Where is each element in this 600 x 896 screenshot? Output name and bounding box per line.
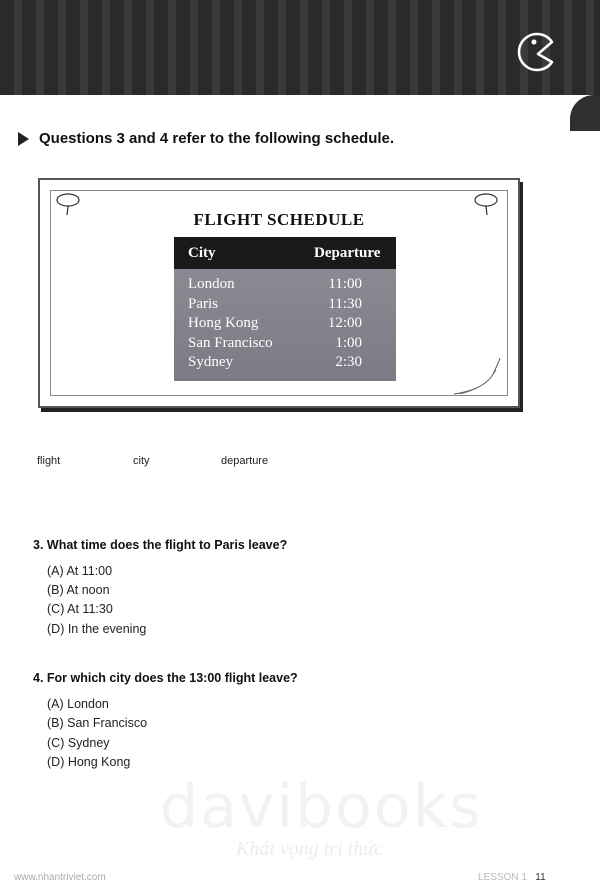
table-row: [174, 295, 396, 315]
city-cell: London: [188, 276, 235, 293]
play-triangle-icon: [18, 132, 29, 146]
option-3b: (B) At noon: [47, 583, 110, 597]
option-3d: (D) In the evening: [47, 622, 147, 636]
watermark-slogan: Khát vọng tri thức: [236, 838, 384, 860]
option-4c: (C) Sydney: [47, 736, 110, 750]
header-city: City: [188, 244, 216, 261]
vocab-word: flight: [37, 455, 61, 467]
option-4a: (A) London: [47, 697, 109, 711]
time-cell: 2:30: [335, 354, 362, 371]
board-frame: [38, 178, 520, 408]
time-cell: 1:00: [335, 334, 362, 351]
page-curl-icon: [452, 356, 502, 396]
watermark-brand: davibooks: [160, 772, 483, 842]
schedule-board: [38, 178, 520, 410]
table-row: [174, 353, 396, 373]
schedule-title: FLIGHT SCHEDULE: [193, 210, 365, 229]
question-3: 3. What time does the flight to Paris leave?: [33, 538, 288, 552]
header-tab: [570, 95, 600, 131]
vocab-word: city: [133, 455, 150, 467]
time-cell: 11:30: [328, 295, 362, 312]
table-row: [174, 275, 396, 295]
pushpin-icon: [472, 192, 500, 216]
footer-url: www.nhantriviet.com: [14, 872, 106, 883]
page-number: 11: [535, 872, 546, 883]
table-row: [174, 334, 396, 354]
vocab-word: departure: [221, 455, 269, 467]
option-4d: (D) Hong Kong: [47, 755, 131, 769]
header-departure: Departure: [314, 244, 381, 261]
schedule-body: [174, 269, 396, 381]
option-4b: (B) San Francisco: [47, 716, 148, 730]
smiley-face-icon: [512, 30, 558, 74]
time-cell: 12:00: [327, 315, 362, 332]
city-cell: Sydney: [188, 354, 233, 371]
instruction-text: Questions 3 and 4 refer to the following schedule.: [39, 130, 395, 147]
header-band: [0, 0, 600, 95]
city-cell: Hong Kong: [188, 315, 259, 332]
schedule-table: [174, 237, 396, 381]
city-cell: Paris: [188, 295, 218, 312]
footer-page-number: [478, 872, 546, 883]
question-4: 4. For which city does the 13:00 flight leave?: [33, 671, 298, 685]
table-row: [174, 314, 396, 334]
city-cell: San Francisco: [188, 334, 273, 351]
pushpin-icon: [54, 192, 82, 216]
instruction: [18, 130, 394, 147]
header-tab-cover: [0, 95, 570, 135]
schedule-header-row: [174, 237, 396, 269]
option-3a: (A) At 11:00: [47, 564, 113, 578]
footer-lesson: LESSON 1: [478, 872, 527, 883]
time-cell: 11:00: [328, 276, 362, 293]
option-3c: (C) At 11:30: [47, 602, 113, 616]
